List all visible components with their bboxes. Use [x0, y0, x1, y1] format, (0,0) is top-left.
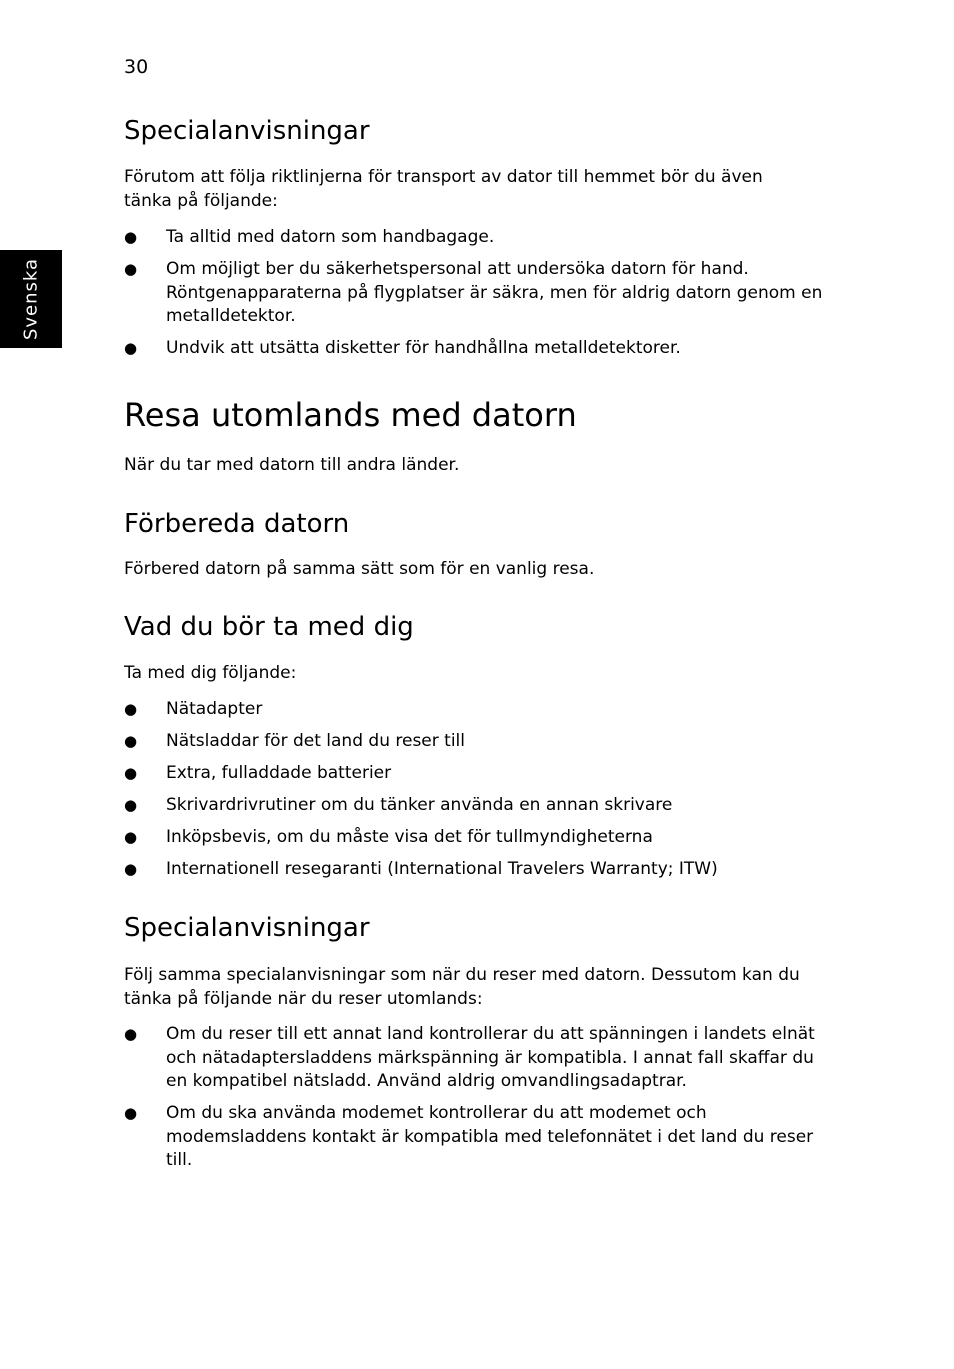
list-item-text: Ta alltid med datorn som handbagage.	[166, 227, 495, 247]
section-paragraph: Förbered datorn på samma sätt som för en vanlig resa.	[124, 559, 595, 579]
chapter-title: Resa utomlands med datorn	[124, 396, 577, 434]
bullet-list	[124, 226, 824, 369]
bullet-icon: ●	[124, 732, 138, 750]
list-item-text: Nätsladdar för det land du reser till	[166, 731, 465, 751]
bullet-list	[124, 698, 824, 890]
bullet-icon: ●	[124, 796, 138, 814]
list-item-text: Om du reser till ett annat land kontrollerar du att spänningen i landets elnät och nätadaptersladdens märkspänning är kompatibla. I annat fall skaffar du en kompatibel nätsladd. Använd aldrig omvandlingsadaptrar.	[166, 1024, 815, 1091]
bullet-icon: ●	[124, 1104, 138, 1122]
bullet-icon: ●	[124, 764, 138, 782]
list-item	[124, 226, 824, 250]
bullet-icon: ●	[124, 339, 138, 357]
section-heading: Vad du bör ta med dig	[124, 612, 414, 642]
list-item	[124, 826, 824, 850]
list-item-text: Om du ska använda modemet kontrollerar du att modemet och modemsladdens kontakt är kompatibla med telefonnätet i det land du reser till.	[166, 1103, 814, 1170]
section-paragraph: Följ samma specialanvisningar som när du reser med datorn. Dessutom kan du tänka på följande när du reser utomlands:	[124, 965, 800, 1009]
list-item-text: Nätadapter	[166, 699, 263, 719]
bullet-icon: ●	[124, 228, 138, 246]
section-paragraph: Förutom att följa riktlinjerna för transport av dator till hemmet bör du även tänka på följande:	[124, 167, 763, 211]
section-heading: Förbereda datorn	[124, 509, 350, 539]
list-item-text: Extra, fulladdade batterier	[166, 763, 392, 783]
list-item-text: Internationell resegaranti (International Travelers Warranty; ITW)	[166, 859, 718, 879]
bullet-icon: ●	[124, 260, 138, 278]
language-tab	[0, 250, 62, 348]
bullet-icon: ●	[124, 828, 138, 846]
list-item	[124, 337, 824, 361]
list-item-text: Skrivardrivrutiner om du tänker använda en annan skrivare	[166, 795, 673, 815]
section-heading: Specialanvisningar	[124, 116, 370, 146]
list-item	[124, 794, 824, 818]
list-item	[124, 258, 824, 329]
section-heading: Specialanvisningar	[124, 913, 370, 943]
list-item	[124, 698, 824, 722]
section-paragraph: När du tar med datorn till andra länder.	[124, 455, 460, 475]
bullet-icon: ●	[124, 860, 138, 878]
bullet-icon: ●	[124, 700, 138, 718]
list-item	[124, 730, 824, 754]
language-tab-label: Svenska	[20, 257, 42, 341]
list-item	[124, 1023, 824, 1094]
section-paragraph: Ta med dig följande:	[124, 663, 297, 683]
list-item	[124, 858, 824, 882]
list-item-text: Undvik att utsätta disketter för handhållna metalldetektorer.	[166, 338, 681, 358]
bullet-icon: ●	[124, 1025, 138, 1043]
page-number: 30	[124, 56, 149, 78]
list-item	[124, 762, 824, 786]
list-item	[124, 1102, 824, 1173]
list-item-text: Om möjligt ber du säkerhetspersonal att undersöka datorn för hand. Röntgenapparaterna på flygplatser är säkra, men för aldrig datorn genom en metalldetektor.	[166, 259, 823, 326]
bullet-list	[124, 1023, 824, 1181]
list-item-text: Inköpsbevis, om du måste visa det för tullmyndigheterna	[166, 827, 653, 847]
